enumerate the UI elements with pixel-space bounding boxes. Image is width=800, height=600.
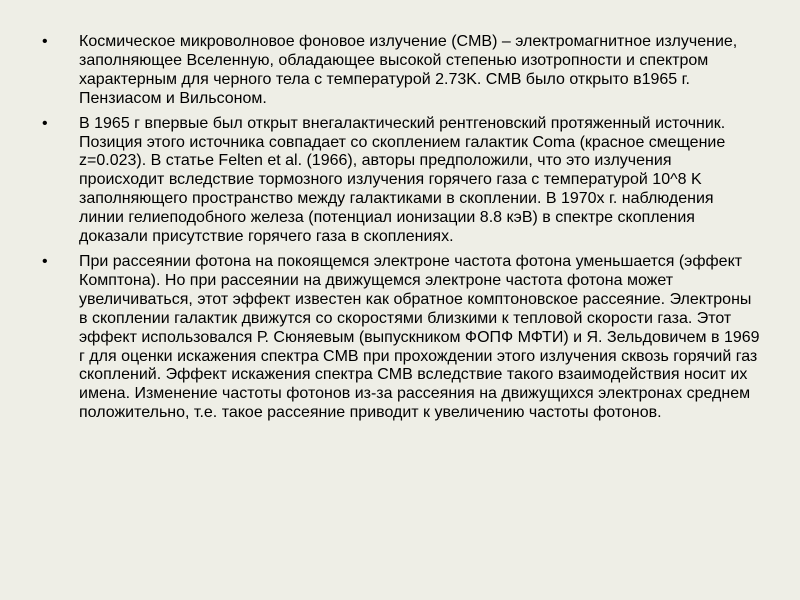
- bullet-text: Космическое микроволновое фоновое излучение (CMB) – электромагнитное излучение, заполняющее Вселенную, обладающее высокой степенью изотропности и спектром характерным для черного тела с температурой 2.73K. CMB было открыто в1965 г. Пензиасом и Вильсоном.: [79, 33, 738, 107]
- bullet-marker: •: [42, 114, 48, 132]
- bullet-list: [40, 33, 760, 423]
- bullet-item-compton-effect: [40, 253, 760, 423]
- bullet-marker: •: [42, 252, 48, 270]
- bullet-item-cmb: [40, 33, 760, 109]
- bullet-text: При рассеянии фотона на покоящемся электроне частота фотона уменьшается (эффект Комптона). Но при рассеянии на движущемся электроне частота фотона может увеличиваться, этот эффект известен как обратное комптоновское рассеяние. Электроны в скоплении галактик движутся со скоростями близкими к тепловой скорости газа. Этот эффект использовался Р. Сюняевым (выпускником ФОПФ МФТИ) и Я. Зельдовичем в 1969 г для оценки искажения спектра CMB при прохождении этого излучения сквозь горячий газ скоплений. Эффект искажения спектра CMB вследствие такого взаимодействия носит их имена. Изменение частоты фотонов из-за рассеяния на движущихся электронах среднем положительно, т.е. такое рассеяние приводит к увеличению частоты фотонов.: [79, 252, 760, 422]
- bullet-item-xray-source: [40, 115, 760, 247]
- bullet-text: В 1965 г впервые был открыт внегалактический рентгеновский протяженный источник. Позиция этого источника совпадает со скоплением галактик Coma (красное смещение z=0.023). В статье Felten et al. (1966), авторы предположили, что это излучения происходит вследствие тормозного излучения горячего газа с температурой 10^8 K заполняющего пространство между галактиками в скоплении. В 1970х г. наблюдения линии гелиеподобного железа (потенциал ионизации 8.8 кэВ) в спектре скопления доказали присутствие горячего газа в скоплениях.: [79, 114, 726, 246]
- bullet-marker: •: [42, 33, 48, 50]
